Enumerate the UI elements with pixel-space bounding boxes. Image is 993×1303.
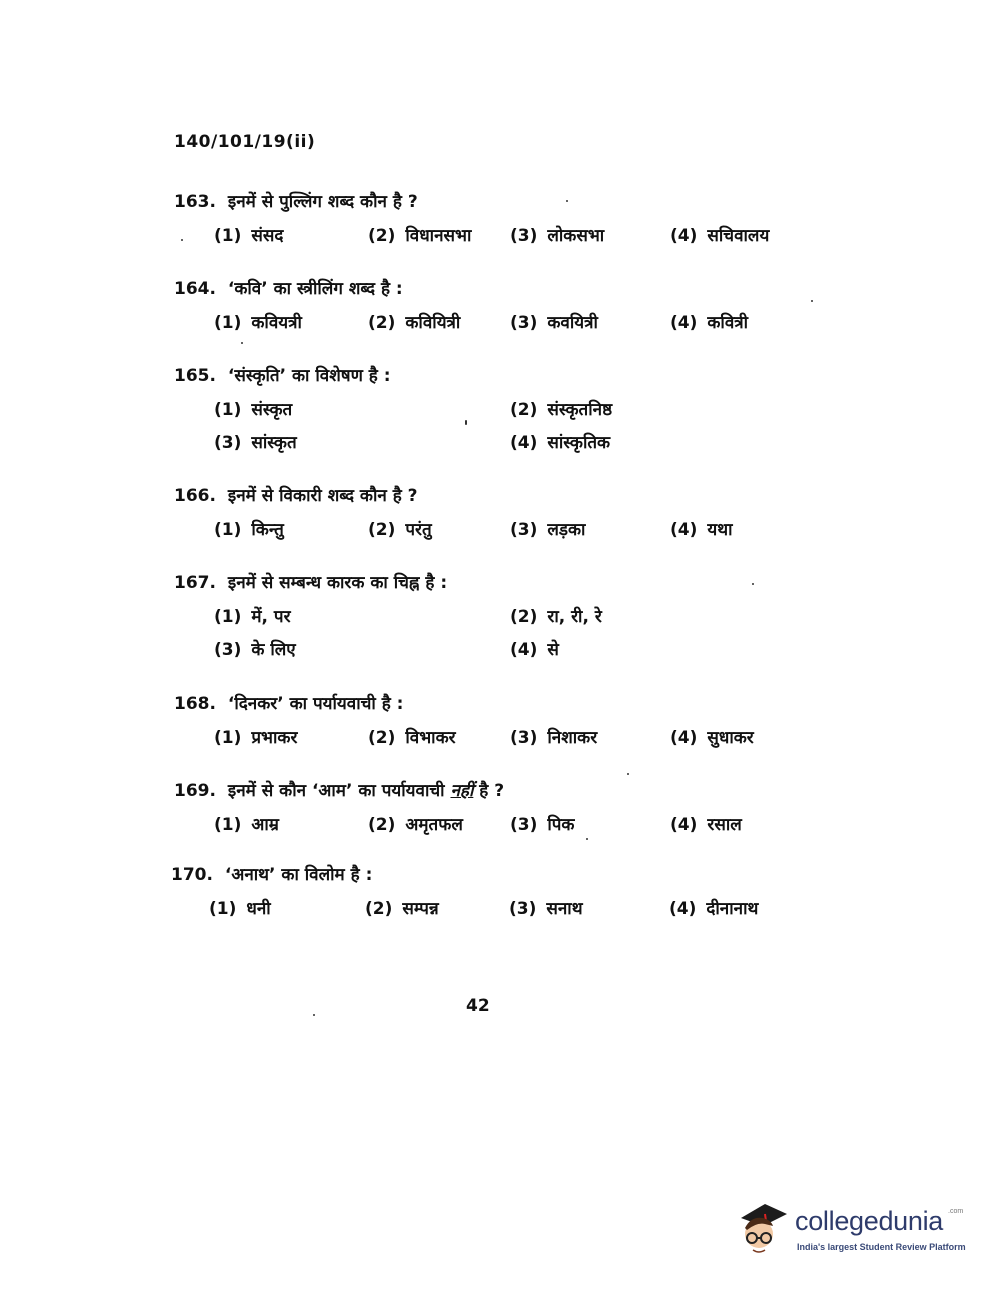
option-2: (2) अमृतफल	[368, 815, 463, 835]
student-mascot-icon	[735, 1196, 791, 1260]
question-stem: इनमें से पुल्लिंग शब्द कौन है ?	[227, 192, 418, 212]
option-2: (2) संस्कृतनिष्ठ	[510, 400, 613, 420]
option-4: (4) कवित्री	[670, 313, 749, 333]
option-2: (2) परंतु	[368, 520, 432, 540]
page-number: 42	[466, 996, 490, 1016]
scan-speck	[241, 342, 243, 344]
question-text	[174, 363, 814, 389]
question-number: 170.	[171, 865, 213, 885]
scan-speck	[181, 239, 183, 241]
question-text	[174, 691, 814, 717]
option-4: (4) रसाल	[670, 815, 742, 835]
question-number: 166.	[174, 486, 216, 506]
question-stem: इनमें से विकारी शब्द कौन है ?	[227, 486, 418, 506]
brand-tagline: India's largest Student Review Platform	[797, 1242, 966, 1252]
option-4: (4) सांस्कृतिक	[510, 433, 611, 453]
question-166	[174, 483, 814, 543]
option-3: (3) कवयित्री	[510, 313, 598, 333]
question-167	[174, 570, 814, 662]
question-stem-end: है ?	[479, 781, 505, 801]
brand-dotcom: .com	[948, 1208, 964, 1215]
question-169	[174, 778, 814, 838]
option-4: (4) दीनानाथ	[669, 899, 759, 919]
options	[174, 596, 814, 662]
option-1: (1) संस्कृत	[214, 400, 293, 420]
option-1: (1) धनी	[209, 899, 271, 919]
option-4: (4) यथा	[670, 520, 733, 540]
collegedunia-watermark	[735, 1196, 965, 1266]
option-2: (2) सम्पन्न	[365, 899, 439, 919]
paper-code: 140/101/19(ii)	[174, 132, 316, 152]
question-number: 165.	[174, 366, 216, 386]
question-163	[174, 189, 814, 249]
question-number: 164.	[174, 279, 216, 299]
option-1: (1) कवियत्री	[214, 313, 302, 333]
options	[174, 509, 814, 543]
scan-speck	[752, 583, 754, 585]
option-2: (2) विभाकर	[368, 728, 456, 748]
option-2: (2) विधानसभा	[368, 226, 472, 246]
question-stem: ‘संस्कृति’ का विशेषण है :	[227, 366, 391, 386]
question-text	[174, 570, 814, 596]
scan-speck	[586, 838, 588, 840]
question-164	[174, 276, 814, 336]
question-165	[174, 363, 814, 455]
option-4: (4) सचिवालय	[670, 226, 770, 246]
brand-name: collegedunia	[795, 1206, 944, 1236]
question-number: 169.	[174, 781, 216, 801]
option-2: (2) रा, री, रे	[510, 607, 602, 627]
scan-speck	[627, 773, 629, 775]
option-3: (3) सनाथ	[509, 899, 583, 919]
question-number: 168.	[174, 694, 216, 714]
question-170	[171, 862, 811, 922]
scan-speck	[313, 1014, 315, 1016]
scan-speck	[566, 200, 568, 202]
option-1: (1) में, पर	[214, 607, 291, 627]
question-stem: ‘कवि’ का स्त्रीलिंग शब्द है :	[227, 279, 403, 299]
options	[174, 389, 814, 455]
question-text	[174, 483, 814, 509]
option-3: (3) लोकसभा	[510, 226, 605, 246]
options	[174, 717, 814, 751]
options	[174, 302, 814, 336]
option-3: (3) निशाकर	[510, 728, 598, 748]
option-1: (1) प्रभाकर	[214, 728, 298, 748]
question-number: 163.	[174, 192, 216, 212]
option-1: (1) संसद	[214, 226, 284, 246]
option-3: (3) पिक	[510, 815, 575, 835]
option-2: (2) कवियित्री	[368, 313, 461, 333]
question-text	[174, 189, 814, 215]
option-3: (3) सांस्कृत	[214, 433, 297, 453]
question-stem: इनमें से कौन ‘आम’ का पर्यायवाची	[227, 781, 445, 801]
question-stem: इनमें से सम्बन्ध कारक का चिह्न है :	[227, 573, 448, 593]
scan-speck	[465, 420, 467, 425]
negation-emphasis: नहीं	[450, 781, 474, 801]
option-4: (4) सुधाकर	[670, 728, 754, 748]
option-4: (4) से	[510, 640, 559, 660]
option-3: (3) लड़का	[510, 520, 586, 540]
question-text	[174, 778, 814, 804]
question-text	[174, 276, 814, 302]
option-1: (1) किन्तु	[214, 520, 284, 540]
options	[174, 804, 814, 838]
question-text	[171, 862, 811, 888]
scan-speck	[811, 300, 813, 302]
options	[171, 888, 811, 922]
question-stem: ‘अनाथ’ का विलोम है :	[224, 865, 373, 885]
question-168	[174, 691, 814, 751]
option-3: (3) के लिए	[214, 640, 296, 660]
options	[174, 215, 814, 249]
option-1: (1) आम्र	[214, 815, 279, 835]
question-number: 167.	[174, 573, 216, 593]
question-stem: ‘दिनकर’ का पर्यायवाची है :	[227, 694, 404, 714]
